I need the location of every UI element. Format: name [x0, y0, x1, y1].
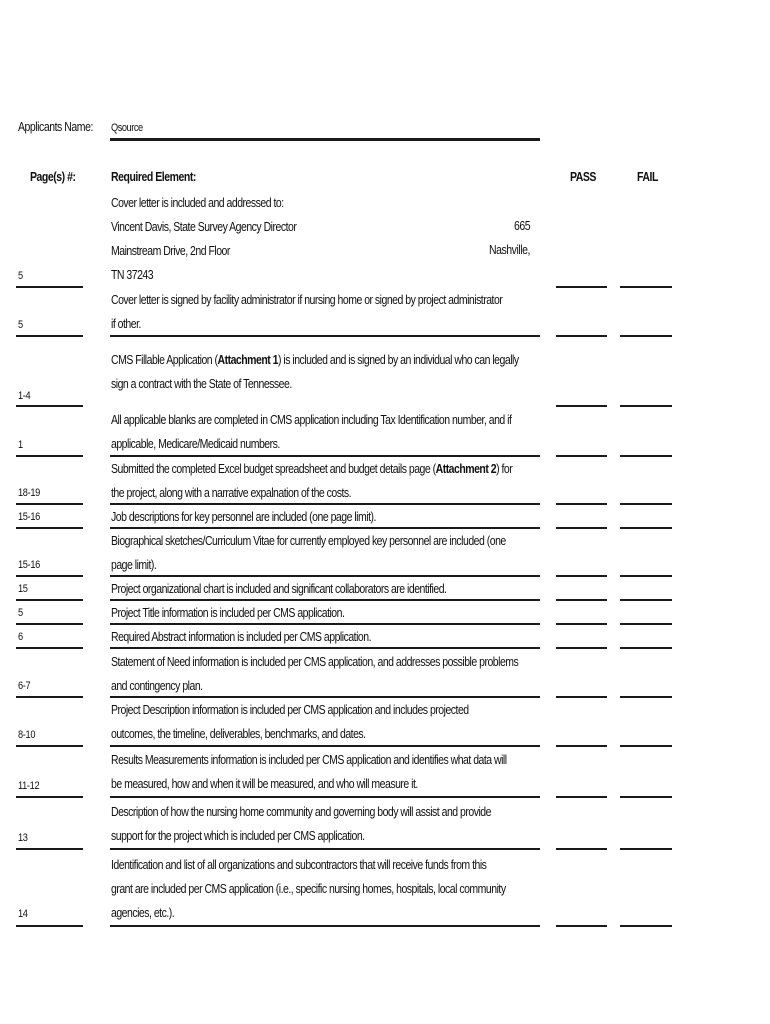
element-text: Identification and list of all organizations and subcontractors that will receive funds from this — [111, 858, 487, 872]
fail-field[interactable] — [620, 286, 672, 288]
page-rule — [16, 455, 83, 457]
element-text: Cover letter is signed by facility administrator if nursing home or signed by project administrator — [111, 293, 503, 307]
element-text: support for the project which is included per CMS application. — [111, 829, 365, 843]
page-rule — [16, 848, 83, 850]
element-text: All applicable blanks are completed in CMS application including Tax Identification number, and if — [111, 413, 512, 427]
page-number: 15-16 — [18, 559, 40, 571]
element-text: be measured, how and when it will be measured, and who will measure it. — [111, 777, 418, 791]
applicant-name-value: Qsource — [111, 122, 143, 134]
page-rule — [16, 335, 83, 337]
pass-field[interactable] — [556, 599, 607, 601]
element-text: grant are included per CMS application (i.e., specific nursing homes, hospitals, local community — [111, 882, 506, 896]
page-number: 1-4 — [18, 390, 31, 402]
page-rule — [16, 286, 83, 288]
fail-field[interactable] — [620, 745, 672, 747]
pass-field[interactable] — [556, 745, 607, 747]
page-rule — [16, 745, 83, 747]
page-number: 6-7 — [18, 680, 31, 692]
page-number: 5 — [18, 270, 23, 282]
fail-field[interactable] — [620, 925, 672, 927]
element-text: the project, along with a narrative expalnation of the costs. — [111, 486, 352, 500]
element-text: Results Measurements information is included per CMS application and identifies what data will — [111, 753, 507, 767]
element-rule — [110, 335, 540, 337]
applicant-name-label: Applicants Name: — [18, 120, 93, 134]
fail-field[interactable] — [620, 455, 672, 457]
page-rule — [16, 623, 83, 625]
pass-field[interactable] — [556, 527, 607, 529]
page-rule — [16, 503, 83, 505]
fail-field[interactable] — [620, 335, 672, 337]
page-number: 14 — [18, 908, 28, 920]
element-rule — [110, 796, 540, 798]
element-text: Cover letter is included and addressed to: — [111, 196, 284, 210]
element-rule — [110, 848, 540, 850]
pass-field[interactable] — [556, 503, 607, 505]
element-text: Mainstream Drive, 2nd Floor — [111, 244, 230, 258]
element-text: and contingency plan. — [111, 679, 203, 693]
page-number: 11-12 — [18, 780, 40, 792]
page-rule — [16, 647, 83, 649]
pass-field[interactable] — [556, 925, 607, 927]
fail-field[interactable] — [620, 796, 672, 798]
element-rule — [110, 925, 540, 927]
page-rule — [16, 599, 83, 601]
address-number: 665 — [514, 219, 531, 233]
pass-column-header: PASS — [570, 170, 596, 184]
pass-field[interactable] — [556, 405, 607, 407]
page-number: 5 — [18, 319, 23, 331]
fail-field[interactable] — [620, 527, 672, 529]
element-text: Required Abstract information is included per CMS application. — [111, 630, 371, 644]
fail-field[interactable] — [620, 405, 672, 407]
fail-field[interactable] — [620, 623, 672, 625]
fail-field[interactable] — [620, 696, 672, 698]
element-text: Project Title information is included per CMS application. — [111, 606, 345, 620]
page-rule — [16, 527, 83, 529]
element-column-header: Required Element: — [111, 170, 196, 184]
element-text: Vincent Davis, State Survey Agency Director — [111, 220, 297, 234]
fail-column-header: FAIL — [637, 170, 658, 184]
page-number: 8-10 — [18, 729, 36, 741]
element-text: Statement of Need information is included per CMS application, and addresses possible problems — [111, 655, 519, 669]
page-rule — [16, 405, 83, 407]
pass-field[interactable] — [556, 848, 607, 850]
page-rule — [16, 796, 83, 798]
fail-field[interactable] — [620, 575, 672, 577]
element-text: sign a contract with the State of Tennessee. — [111, 377, 292, 391]
element-text: Job descriptions for key personnel are included (one page limit). — [111, 510, 376, 524]
pass-field[interactable] — [556, 575, 607, 577]
pass-field[interactable] — [556, 647, 607, 649]
fail-field[interactable] — [620, 848, 672, 850]
pass-field[interactable] — [556, 696, 607, 698]
element-text: outcomes, the timeline, deliverables, benchmarks, and dates. — [111, 727, 366, 741]
page-number: 15 — [18, 583, 28, 595]
element-text: Project organizational chart is included and significant collaborators are identified. — [111, 582, 447, 596]
pass-field[interactable] — [556, 623, 607, 625]
element-text: Submitted the completed Excel budget spreadsheet and budget details page (Attachment 2) for — [111, 462, 513, 476]
page-number: 1 — [18, 439, 23, 451]
element-text: TN 37243 — [111, 268, 154, 282]
page-rule — [16, 696, 83, 698]
fail-field[interactable] — [620, 647, 672, 649]
element-text: Description of how the nursing home community and governing body will assist and provide — [111, 805, 491, 819]
element-rule — [110, 647, 540, 649]
page-number: 5 — [18, 607, 23, 619]
page-rule — [16, 925, 83, 927]
element-text: CMS Fillable Application (Attachment 1) is included and is signed by an individual who can legally — [111, 353, 519, 367]
page-rule — [16, 575, 83, 577]
element-text: if other. — [111, 317, 141, 331]
applicant-name-underline — [110, 138, 540, 141]
page-number: 15-16 — [18, 511, 40, 523]
page-number: 18-19 — [18, 487, 40, 499]
page-number: 13 — [18, 832, 28, 844]
pass-field[interactable] — [556, 286, 607, 288]
pass-field[interactable] — [556, 796, 607, 798]
pass-field[interactable] — [556, 335, 607, 337]
element-text: Project Description information is included per CMS application and includes projected — [111, 703, 469, 717]
fail-field[interactable] — [620, 599, 672, 601]
element-text: Biographical sketches/Curriculum Vitae for currently employed key personnel are included (one — [111, 534, 506, 548]
pass-field[interactable] — [556, 455, 607, 457]
pages-column-header: Page(s) #: — [30, 170, 76, 184]
fail-field[interactable] — [620, 503, 672, 505]
element-text: agencies, etc.). — [111, 906, 175, 920]
page-number: 6 — [18, 631, 23, 643]
element-text: applicable, Medicare/Medicaid numbers. — [111, 437, 280, 451]
element-text: page limit). — [111, 558, 157, 572]
address-city: Nashville, — [489, 243, 530, 257]
element-rule — [110, 745, 540, 747]
